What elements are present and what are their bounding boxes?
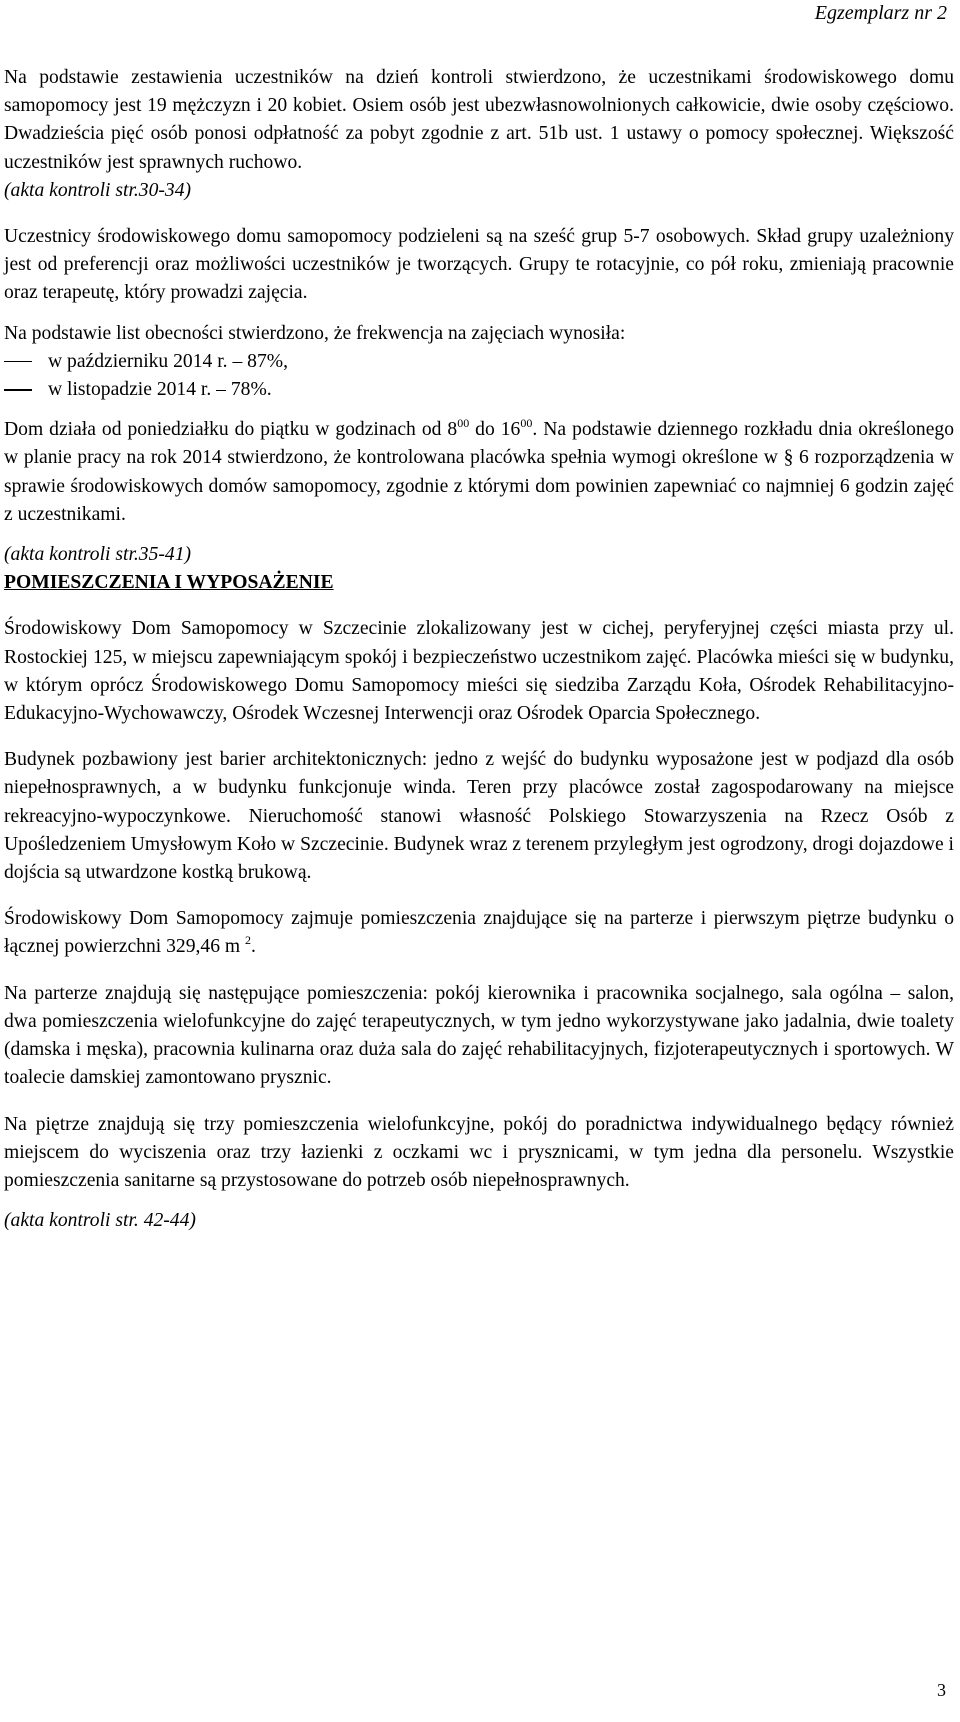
paragraph-attendance-intro: Na podstawie list obecności stwierdzono, że frekwencja na zajęciach wynosiła: bbox=[4, 322, 626, 344]
reference-note: (akta kontroli str. 42-44) bbox=[4, 1210, 196, 1232]
document-body bbox=[4, 64, 954, 1235]
list-item: w listopadzie 2014 r. – 78%. bbox=[4, 376, 954, 404]
paragraph-location: Środowiskowy Dom Samopomocy w Szczecinie zlokalizowany jest w cichej, peryferyjnej części miasta przy ul. Rostockiej 125, w miejscu zapewniającym spokój i bezpieczeństwo uczestnikom zajęć. Placówka mieści się w budynku, w którym oprócz Środowiskowego Domu Samopomocy mieści się siedziba Zarządu Koła, Ośrodek Rehabilitacyjno-Edukacyjno-Wychowawczy, Ośrodek Wczesnej Interwencji oraz Ośrodek Oparcia Społecznego. bbox=[4, 618, 954, 725]
paragraph-floor-area: Środowiskowy Dom Samopomocy zajmuje pomieszczenia znajdujące się na parterze i pierwszym piętrze budynku o łącznej powierzchni 329,46 m $^2$. bbox=[4, 908, 954, 958]
page-number: 3 bbox=[937, 1680, 946, 1700]
dash-bullet-icon bbox=[4, 389, 32, 391]
reference-note: (akta kontroli str.35-41) bbox=[4, 544, 192, 566]
copy-number-header: Egzemplarz nr 2 bbox=[814, 2, 947, 24]
dash-bullet-icon bbox=[4, 361, 32, 363]
paragraph-opening-hours: Dom działa od poniedziałku do piątku w godzinach od $8^{00}$ do $16^{00}$. Na podstawie dziennego rozkładu dnia określonego w planie pracy na rok 2014 stwierdzono, że kontrolowana placówka spełnia wymogi określone w § 6 rozporządzenia w sprawie środowiskowych domów samopomocy, zgodnie z którymi dom powinien zapewniać co najmniej 6 godzin zajęć z uczestnikami. bbox=[4, 416, 954, 525]
paragraph-ground-floor: Na parterze znajdują się następujące pomieszczenia: pokój kierownika i pracownika socjalnego, sala ogólna – salon, dwa pomieszczenia wielofunkcyjne do zajęć terapeutycznych, w tym jedno wykorzystywane jako jadalnia, dwie toalety (damska i męska), pracownia kulinarna oraz duża sala do zajęć rehabilitacyjnych, fizjoterapeutycznych i sportowych. W toalecie damskiej zamontowano prysznic. bbox=[4, 982, 954, 1089]
paragraph-building: Budynek pozbawiony jest barier architektonicznych: jedno z wejść do budynku wyposażone jest w podjazd dla osób niepełnosprawnych, a w budynku funkcjonuje winda. Teren przy placówce został zagospodarowany na miejsce rekreacyjno-wypoczynkowe. Nieruchomość stanowi własność Polskiego Stowarzyszenia na Rzecz Osób z Upośledzeniem Umysłowym Koło w Szczecinie. Budynek wraz z terenem przyległym jest ogrodzony, drogi dojazdowe i dojścia są utwardzone kostką brukową. bbox=[4, 749, 954, 884]
section-sign: § bbox=[783, 447, 794, 469]
paragraph-groups: Uczestnicy środowiskowego domu samopomocy podzieleni są na sześć grup 5-7 osobowych. Skład grupy uzależniony jest od preferencji oraz możliwości uczestników je tworzących. Grupy te rotacyjnie, co pół roku, zmieniają pracownie oraz terapeutę, który prowadzi zajęcia. bbox=[4, 226, 954, 304]
paragraph-first-floor: Na piętrze znajdują się trzy pomieszczenia wielofunkcyjne, pokój do poradnictwa indywidualnego będący również miejscem do wyciszenia oraz trzy łazienki z oczkami wc i prysznicami, w tym jedna dla personelu. Wszystkie pomieszczenia sanitarne są przystosowane do potrzeb osób niepełnosprawnych. bbox=[4, 1113, 954, 1191]
list-item: w październiku 2014 r. – 87%, bbox=[4, 348, 954, 376]
paragraph-participants: Na podstawie zestawienia uczestników na dzień kontroli stwierdzono, że uczestnikami środowiskowego domu samopomocy jest 19 mężczyzn i 20 kobiet. Osiem osób jest ubezwłasnowolnionych całkowicie, dwie osoby częściowo. Dwadzieścia pięć osób ponosi odpłatność za pobyt zgodnie z art. 51b ust. 1 ustawy o pomocy społecznej. Większość uczestników jest sprawnych ruchowo. bbox=[4, 67, 954, 173]
reference-note: (akta kontroli str.30-34) bbox=[4, 179, 192, 201]
attendance-list bbox=[4, 348, 954, 404]
section-heading: POMIESZCZENIA I WYPOSAŻENIE bbox=[4, 572, 334, 594]
